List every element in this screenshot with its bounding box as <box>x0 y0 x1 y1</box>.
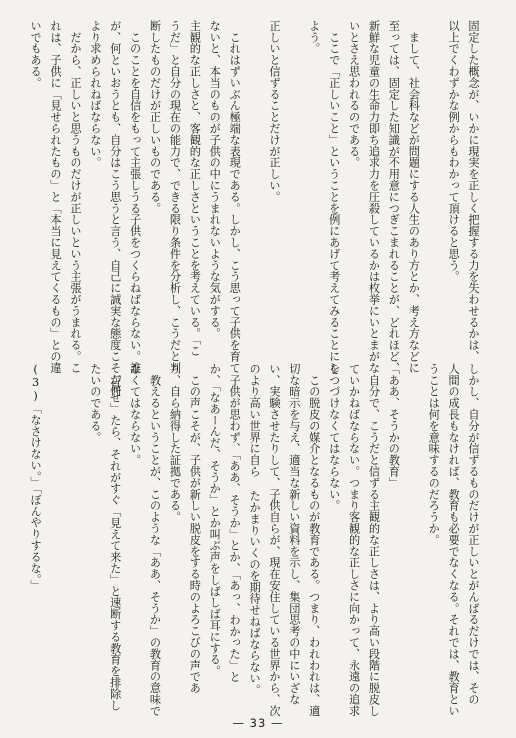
text-line: れは、子供に「見せられたもの」と「本当に見えてくるもの」との違 <box>49 20 63 374</box>
text-line <box>244 20 264 338</box>
text-line <box>45 363 65 699</box>
text-line: 以上でくわずかな例からもわかって頂けると思う。 <box>447 20 461 283</box>
text-line: のより高い世界に自ら たかまりいくのを期待せねばならない。 <box>248 363 262 696</box>
upper-text-block <box>21 20 483 397</box>
text-line: これはずいぶん極端な表現である。しかし、こう思って子供を育て <box>228 20 242 374</box>
text-line: い、実験させたりして、子供自らが、現在安住している世界から、次 <box>267 363 281 717</box>
text-line: か、「なあーんだ、そうか」とか叫ぶ声をしばしば耳にする。 <box>208 363 222 677</box>
text-line: いでもある。 <box>29 20 43 89</box>
text-line: 「見せ」たら、それがすぐ「見えて来た」と速断する教育を排除し <box>108 363 122 711</box>
text-line: ここで「正しいこと」ということを例にあげて考えてみることにし <box>327 20 341 374</box>
lower-text-block <box>21 363 483 717</box>
text-line: 人間の成長もなければ、教育も必要でなくなる。それでは、教育とい <box>447 363 461 717</box>
text-line <box>65 363 85 699</box>
text-line: り、自ら納得した証拠である。 <box>168 363 182 523</box>
text-line: 「ああ、そうかの教育」 <box>387 363 401 489</box>
text-line: 至っては、固定した知識が不用意につぎこまれることが、どれほど、 <box>387 20 401 374</box>
text-line: よう。 <box>307 20 321 55</box>
text-line: 断したものだけが正しいものである。 <box>148 20 162 214</box>
text-line: 新鮮な児童の生命力即ち追求力を圧殺しているかは枚挙にいとまがな <box>367 20 381 374</box>
text-line: が、何といおうとも、自分はこう思うと言う、自己に誠実な態度こそが何 <box>108 20 122 397</box>
text-line <box>284 20 304 338</box>
text-line: いとさえ思われるのである。 <box>347 20 361 169</box>
text-line: この脱皮の媒介となるものが教育である。つまり、われわれは、適 <box>307 363 321 717</box>
text-line: 教えるということが、このような「ああ、そうか」の教育の意味で <box>148 363 162 717</box>
text-line: うだ」と自分の現在の能力で、できる限り条件を分析し、こうだと判 <box>168 20 182 374</box>
text-line: なくてはならない。 <box>128 363 142 466</box>
text-line <box>403 363 423 699</box>
text-line: 切な暗示を与え、適当な新しい資料を示し、集団思考の中にいざな <box>287 363 301 705</box>
text-line: (3)「なさけない。」「ぼんやりするな。」 <box>29 363 43 591</box>
text-line: ていかねばならない。つまり客観的な正しさに向かって、永遠の追求 <box>347 363 361 717</box>
text-line: より求められねばならない。 <box>88 20 102 169</box>
text-line: 主観的な正しさと、客観的な正しさということを考えている。「こ <box>188 20 202 357</box>
text-line: しかし、自分が信ずるものだけが正しいとがんばるだけでは、その <box>467 363 480 705</box>
text-line: たいのである。 <box>88 363 102 443</box>
text-line: をつづけなくてはならない。 <box>327 363 341 512</box>
text-line: この声こそが、子供が新しい脱皮をする時のよろこびの声であ <box>188 363 202 694</box>
text-line: このことを自信をもって主張しうる子供をつくらねばならない。誰 <box>128 20 142 374</box>
text-line: まして、社会科などが問題にする人生のあり方とか、考え方などに <box>407 20 421 374</box>
text-line: うことは何を意味するのだろうか。 <box>427 363 441 546</box>
text-line: 子供が思わず、「ああ、そうか」とか、「あっ、わかった」と <box>228 363 242 683</box>
text-line: ないと、本当のものが子供の中にうまれないような気がする。 <box>208 20 222 340</box>
text-line <box>423 20 443 338</box>
text-line: 正しいと信ずることだけが正しい。 <box>267 20 281 203</box>
text-line: 固定した概念が、いかに現実を正しく把握する力を失わせるかは、 <box>467 20 480 362</box>
text-line: だから、正しいと思うものだけが正しいという主張がうまれる。こ <box>68 20 82 374</box>
page-number: — 33 — <box>232 716 284 730</box>
text-line: 自分で、こうだと信ずる主観的な正しさは、より高い段階に脱皮し <box>367 363 381 717</box>
